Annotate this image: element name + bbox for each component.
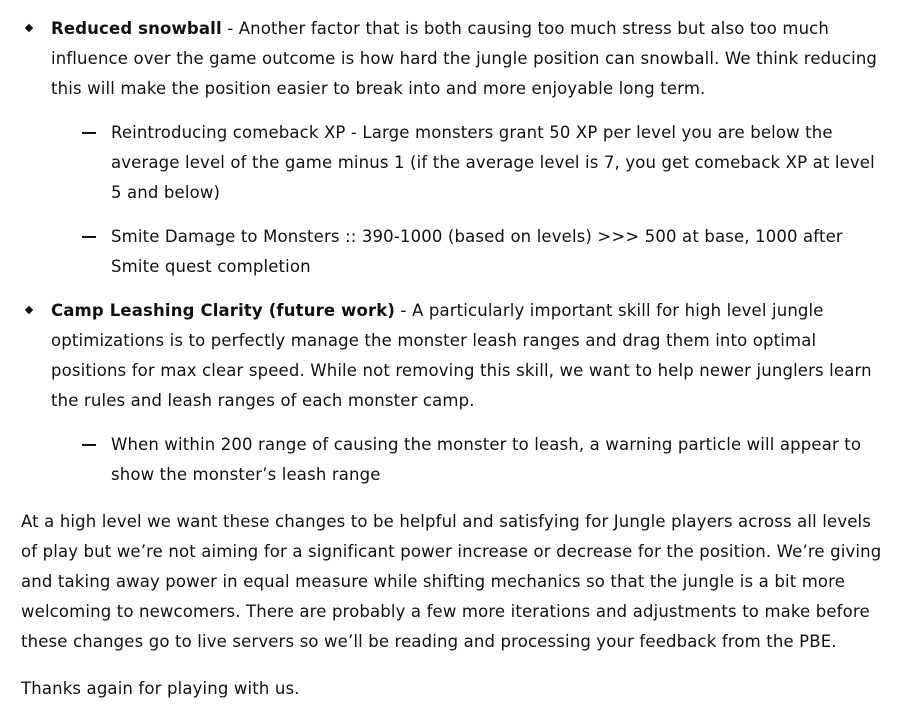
bullet-item-camp-leashing: [0, 296, 904, 416]
bullet-title: Reduced snowball: [51, 19, 222, 38]
sub-item-leash-warning: [0, 430, 904, 490]
sub-item-comeback-xp: [0, 118, 904, 208]
bullet-item-reduced-snowball: [0, 14, 904, 104]
sub-item-smite-damage: [0, 222, 904, 282]
dash-bullet-icon: [82, 132, 96, 134]
closing-paragraph: Thanks again for playing with us.: [21, 679, 300, 698]
dash-bullet-icon: [82, 236, 96, 238]
diamond-bullet-icon: [25, 306, 33, 314]
sub-item-text: When within 200 range of causing the monster to leash, a warning particle will appear to show the monster’s leash range: [111, 435, 862, 484]
bullet-text: - Another factor that is both causing too much stress but also too much influence over the game outcome is how hard the jungle position can snowball. We think reducing this will make the position easier to break into and more enjoyable long term.: [51, 19, 878, 98]
diamond-bullet-icon: [25, 24, 33, 32]
sub-item-text: Smite Damage to Monsters :: 390-1000 (based on levels) >>> 500 at base, 1000 after Smite quest completion: [111, 227, 843, 276]
summary-paragraph: At a high level we want these changes to be helpful and satisfying for Jungle players across all levels of play but we’re not aiming for a significant power increase or decrease for the position. We’re giving and taking away power in equal measure while shifting mechanics so that the jungle is a bit more welcoming to newcomers. There are probably a few more iterations and adjustments to make before these changes go to live servers so we’ll be reading and processing your feedback from the PBE.: [21, 512, 882, 651]
bullet-title: Camp Leashing Clarity (future work): [51, 301, 396, 320]
bullet-text: - A particularly important skill for high level jungle optimizations is to perfectly manage the monster leash ranges and drag them into optimal positions for max clear speed. While not removing this skill, we want to help newer junglers learn the rules and leash ranges of each monster camp.: [51, 301, 872, 410]
sub-item-text: Reintroducing comeback XP - Large monsters grant 50 XP per level you are below the average level of the game minus 1 (if the average level is 7, you get comeback XP at level 5 and below): [111, 123, 875, 202]
dash-bullet-icon: [82, 444, 96, 446]
